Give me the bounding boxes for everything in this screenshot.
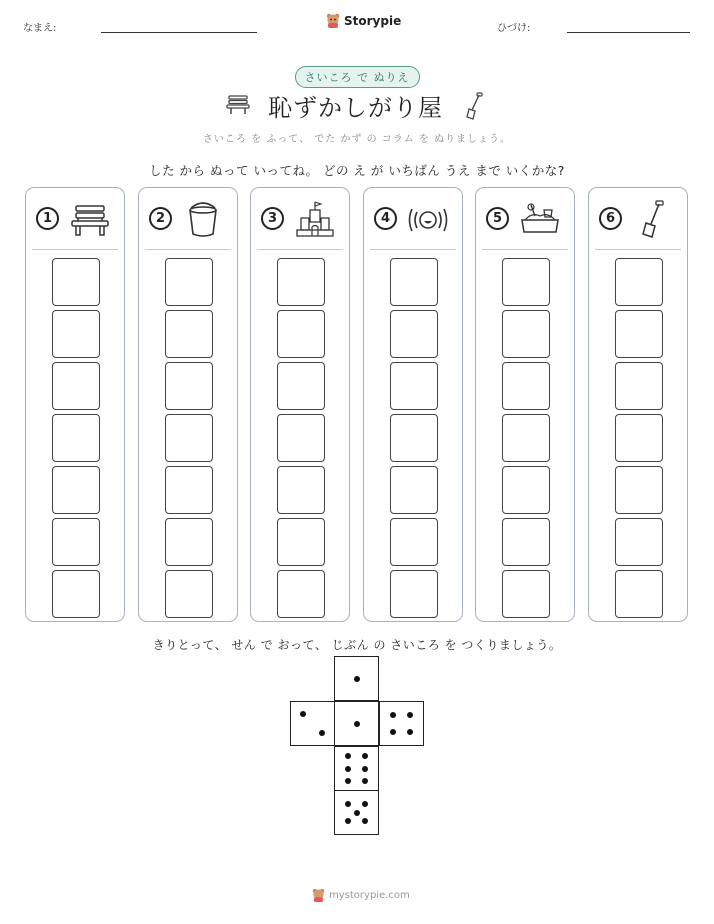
coloring-box[interactable] xyxy=(615,258,663,306)
coloring-box[interactable] xyxy=(277,518,325,566)
die-face-1 xyxy=(334,656,379,701)
column-divider xyxy=(32,249,118,250)
coloring-box[interactable] xyxy=(390,570,438,618)
coloring-box[interactable] xyxy=(390,518,438,566)
die-pip xyxy=(345,801,351,807)
footer-url[interactable]: mystorypie.com xyxy=(329,890,410,901)
coloring-box[interactable] xyxy=(52,310,100,358)
page-title: 恥ずかしがり屋 xyxy=(268,94,443,122)
column-divider xyxy=(145,249,231,250)
coloring-box[interactable] xyxy=(502,414,550,462)
title-shovel-icon xyxy=(464,92,484,126)
die-pip xyxy=(319,730,325,736)
die-pip xyxy=(345,818,351,824)
coloring-box[interactable] xyxy=(277,310,325,358)
shovel-icon xyxy=(631,200,675,240)
coloring-box[interactable] xyxy=(502,466,550,514)
die-pip xyxy=(390,729,396,735)
die-pip xyxy=(300,711,306,717)
coloring-box[interactable] xyxy=(502,570,550,618)
coloring-box[interactable] xyxy=(390,362,438,410)
coloring-box[interactable] xyxy=(165,570,213,618)
coloring-box[interactable] xyxy=(52,258,100,306)
die-pip xyxy=(345,778,351,784)
coloring-box[interactable] xyxy=(165,258,213,306)
brand-name: Storypie xyxy=(344,14,402,28)
die-pip xyxy=(362,778,368,784)
storypie-bear-icon xyxy=(326,13,340,29)
coloring-box[interactable] xyxy=(277,258,325,306)
name-line[interactable] xyxy=(101,32,257,33)
sound-face-icon xyxy=(406,200,450,240)
coloring-box[interactable] xyxy=(277,414,325,462)
coloring-box[interactable] xyxy=(165,518,213,566)
column-number: 2 xyxy=(149,207,172,230)
bench-icon xyxy=(68,200,112,240)
coloring-box[interactable] xyxy=(390,466,438,514)
storypie-bear-icon xyxy=(312,888,325,903)
die-face-6 xyxy=(334,746,379,791)
column-header xyxy=(26,188,124,250)
die-face-4 xyxy=(379,701,424,746)
coloring-box[interactable] xyxy=(615,518,663,566)
die-pip xyxy=(407,729,413,735)
coloring-box[interactable] xyxy=(277,362,325,410)
die-pip xyxy=(362,801,368,807)
die-face-5 xyxy=(334,790,379,835)
bucket-icon xyxy=(181,200,225,240)
column-number: 4 xyxy=(374,207,397,230)
column-divider xyxy=(257,249,343,250)
die-face-2 xyxy=(290,701,335,746)
die-pip xyxy=(390,712,396,718)
column-header xyxy=(476,188,574,250)
subtitle: さいころ を ふって、 でた かず の コラム を ぬりましょう。 xyxy=(202,134,512,145)
coloring-box[interactable] xyxy=(277,570,325,618)
column-number: 6 xyxy=(599,207,622,230)
sandcastle-icon xyxy=(293,200,337,240)
column-divider xyxy=(595,249,681,250)
die-pip xyxy=(362,818,368,824)
column-divider xyxy=(482,249,568,250)
die-pip xyxy=(362,766,368,772)
column-4 xyxy=(363,187,463,622)
column-divider xyxy=(370,249,456,250)
brand-logo xyxy=(326,13,401,29)
coloring-box[interactable] xyxy=(615,310,663,358)
coloring-box[interactable] xyxy=(390,258,438,306)
sandbox-icon xyxy=(518,200,562,240)
coloring-box[interactable] xyxy=(52,414,100,462)
die-pip xyxy=(354,676,360,682)
column-3 xyxy=(250,187,350,622)
coloring-box[interactable] xyxy=(165,362,213,410)
coloring-box[interactable] xyxy=(52,466,100,514)
instruction: した から ぬって いってね。 どの え が いちばん うえ まで いくかな? xyxy=(149,163,565,178)
column-header xyxy=(251,188,349,250)
worksheet-badge: さいころ で ぬりえ xyxy=(295,66,420,88)
cut-instruction: きりとって、 せん で おって、 じぶん の さいころ を つくりましょう。 xyxy=(152,638,562,652)
date-label: ひづけ: xyxy=(497,23,531,34)
name-label: なまえ: xyxy=(23,23,57,34)
coloring-box[interactable] xyxy=(502,362,550,410)
coloring-box[interactable] xyxy=(52,570,100,618)
column-5 xyxy=(475,187,575,622)
coloring-box[interactable] xyxy=(615,466,663,514)
coloring-box[interactable] xyxy=(615,570,663,618)
title-bench-icon xyxy=(226,94,250,120)
die-pip xyxy=(362,753,368,759)
column-header xyxy=(589,188,687,250)
column-header xyxy=(139,188,237,250)
column-number: 3 xyxy=(261,207,284,230)
coloring-box[interactable] xyxy=(390,310,438,358)
date-line[interactable] xyxy=(567,32,690,33)
column-1 xyxy=(25,187,125,622)
column-6 xyxy=(588,187,688,622)
coloring-box[interactable] xyxy=(502,518,550,566)
footer xyxy=(312,888,410,903)
coloring-box[interactable] xyxy=(277,466,325,514)
coloring-box[interactable] xyxy=(52,518,100,566)
die-pip xyxy=(345,753,351,759)
column-2 xyxy=(138,187,238,622)
coloring-box[interactable] xyxy=(52,362,100,410)
coloring-box[interactable] xyxy=(615,414,663,462)
die-pip xyxy=(354,721,360,727)
coloring-box[interactable] xyxy=(502,258,550,306)
die-pip xyxy=(345,766,351,772)
die-pip xyxy=(354,810,360,816)
column-number: 1 xyxy=(36,207,59,230)
die-pip xyxy=(407,712,413,718)
coloring-box[interactable] xyxy=(165,310,213,358)
coloring-box[interactable] xyxy=(165,414,213,462)
coloring-box[interactable] xyxy=(502,310,550,358)
coloring-box[interactable] xyxy=(390,414,438,462)
coloring-box[interactable] xyxy=(165,466,213,514)
column-header xyxy=(364,188,462,250)
coloring-box[interactable] xyxy=(615,362,663,410)
die-face-1 xyxy=(334,701,379,746)
column-number: 5 xyxy=(486,207,509,230)
